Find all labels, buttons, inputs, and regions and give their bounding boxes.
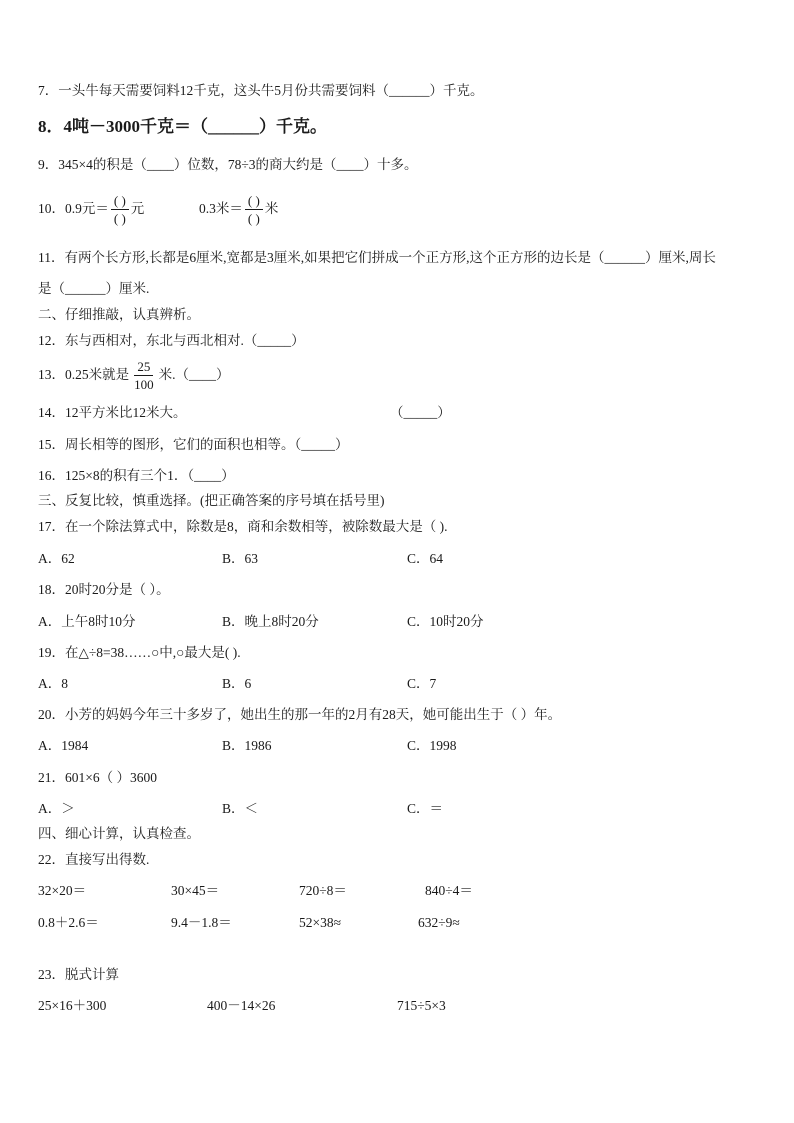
q17-option-b: B．63 (222, 551, 259, 566)
q10-frac1-num: ( ) (111, 193, 129, 210)
question-23: 23．脱式计算 (38, 967, 119, 982)
q13-num: 25 (134, 359, 153, 376)
question-18: 18．20时20分是（ ）。 (38, 582, 170, 597)
q22-calc-4: 840÷4＝ (425, 883, 473, 898)
q21-option-b: B．＜ (222, 801, 259, 816)
q20-option-b: B．1986 (222, 738, 272, 753)
q19-option-a: A．8 (38, 676, 68, 691)
q19-option-c: C．7 (407, 676, 437, 691)
question-14-blank: （_____） (390, 405, 451, 420)
q10-part2: 0.3米＝ (199, 201, 243, 216)
question-11-line1: 11．有两个长方形,长都是6厘米,宽都是3厘米,如果把它们拼成一个正方形,这个正方形的边长是（______）厘米,周长 (38, 250, 716, 265)
q18-option-c: C．10时20分 (407, 614, 484, 629)
question-21: 21．601×6（ ）3600 (38, 770, 157, 785)
q21-option-a: A．＞ (38, 801, 75, 816)
question-20: 20．小芳的妈妈今年三十多岁了，她出生的那一年的2月有28天，她可能出生于（ ）年。 (38, 707, 562, 722)
question-17: 17．在一个除法算式中，除数是8，商和余数相等，被除数最大是（ ). (38, 519, 448, 534)
question-7: 7．一头牛每天需要饲料12千克，这头牛5月份共需要饲料（______）千克。 (38, 83, 484, 98)
q13-suffix: 米.（____） (158, 367, 230, 382)
q20-option-a: A．1984 (38, 738, 89, 753)
q22-calc-8: 632÷9≈ (418, 915, 460, 930)
section-3-heading: 三、反复比较，慎重选择。(把正确答案的序号填在括号里) (38, 493, 385, 508)
q13-prefix: 13．0.25米就是 (38, 367, 130, 382)
q10-fraction-2 (245, 193, 263, 226)
question-19: 19．在△÷8=38……○中,○最大是( ). (38, 645, 241, 660)
q20-option-c: C．1998 (407, 738, 457, 753)
q22-calc-6: 9.4－1.8＝ (171, 915, 232, 930)
section-4-heading: 四、细心计算，认真检查。 (38, 826, 200, 841)
q10-prefix: 10．0.9元＝ (38, 201, 109, 216)
q10-frac2-num: ( ) (245, 193, 263, 210)
q17-option-a: A．62 (38, 551, 75, 566)
q21-option-c: C．＝ (407, 801, 444, 816)
q23-calc-1: 25×16＋300 (38, 998, 107, 1013)
question-22: 22．直接写出得数. (38, 852, 150, 867)
q19-option-b: B．6 (222, 676, 252, 691)
q18-option-b: B．晚上8时20分 (222, 614, 319, 629)
q10-fraction-1 (111, 193, 129, 226)
question-9: 9．345×4的积是（____）位数，78÷3的商大约是（____）十多。 (38, 157, 418, 172)
q22-calc-7: 52×38≈ (299, 915, 342, 930)
q22-calc-2: 30×45＝ (171, 883, 220, 898)
q22-calc-5: 0.8＋2.6＝ (38, 915, 99, 930)
q13-fraction (131, 359, 157, 392)
q23-calc-2: 400－14×26 (207, 998, 276, 1013)
question-13 (38, 358, 230, 392)
q10-unit1: 元 (130, 201, 145, 216)
q22-calc-1: 32×20＝ (38, 883, 87, 898)
section-2-heading: 二、仔细推敲，认真辨析。 (38, 307, 200, 322)
q10-unit2: 米 (264, 201, 279, 216)
q18-option-a: A．上午8时10分 (38, 614, 136, 629)
question-11-line2: 是（______）厘米. (38, 281, 150, 296)
question-15: 15．周长相等的图形，它们的面积也相等。（_____） (38, 437, 349, 452)
q10-frac1-den: ( ) (113, 211, 126, 227)
q13-den: 100 (134, 377, 154, 393)
q10-frac2-den: ( ) (247, 211, 260, 227)
q23-calc-3: 715÷5×3 (397, 998, 446, 1013)
q17-option-c: C．64 (407, 551, 444, 566)
question-12: 12．东与西相对，东北与西北相对.（_____） (38, 333, 305, 348)
question-16: 16．125×8的积有三个1．（____） (38, 468, 235, 483)
question-8: 8．4吨－3000千克＝（______）千克。 (38, 117, 327, 136)
question-14: 14．12平方米比12米大。 (38, 405, 187, 420)
q22-calc-3: 720÷8＝ (299, 883, 347, 898)
question-10 (38, 192, 278, 226)
